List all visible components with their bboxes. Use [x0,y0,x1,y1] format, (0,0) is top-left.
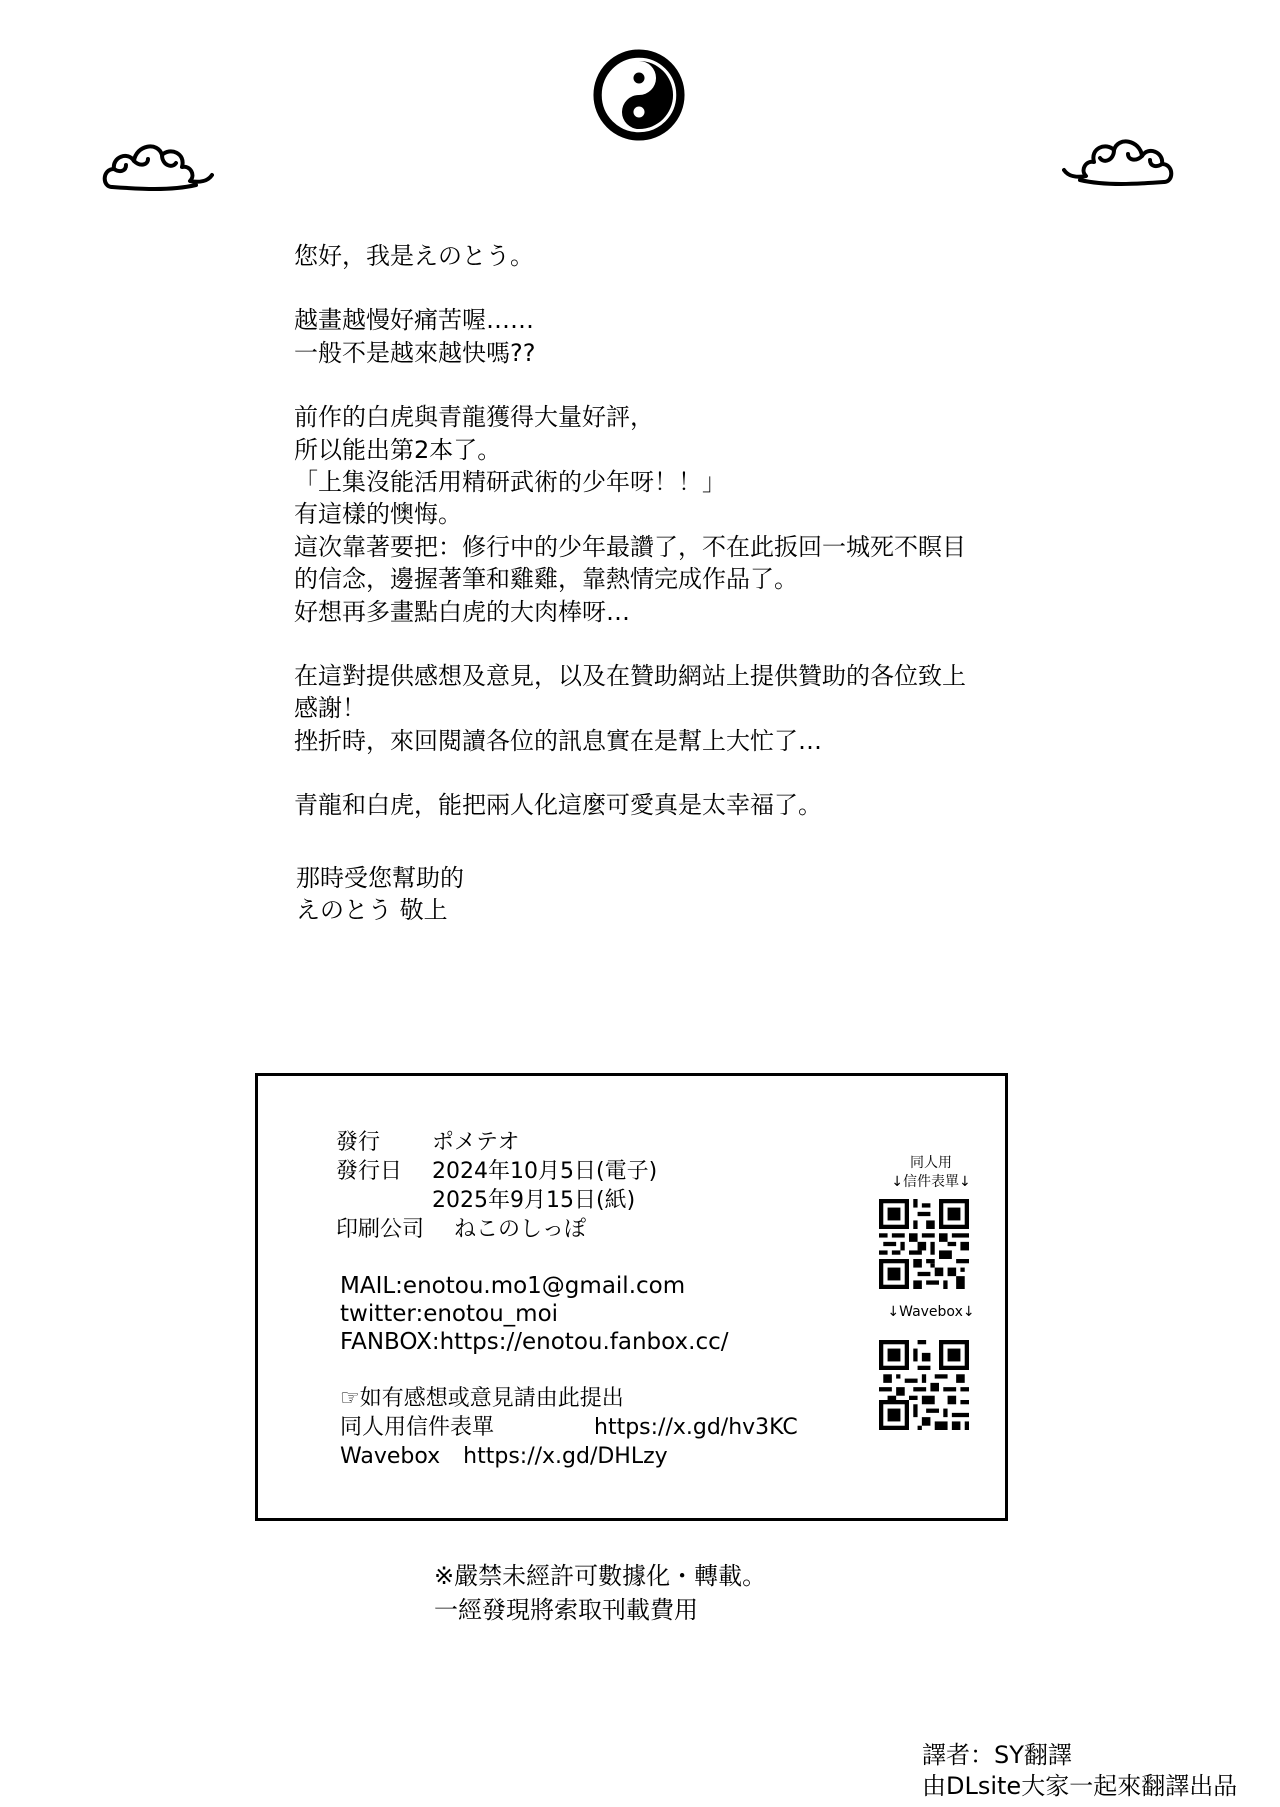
translation-credits [922,1740,1237,1802]
letter-line: 這次靠著要把：修行中的少年最讚了，不在此扳回一城死不瞑目 [294,532,966,561]
yin-yang-icon [593,49,685,141]
qr-code-icon[interactable] [879,1340,969,1430]
notice-line: ※嚴禁未經許可數據化・轉載。 [434,1562,767,1590]
form-url[interactable]: https://x.gd/hv3KC [594,1415,798,1440]
letter-line: 的信念，邊握著筆和雞雞，靠熱情完成作品了。 [294,565,798,594]
qr1-label-bottom: ↓信件表單↓ [891,1174,971,1190]
letter-line: 青龍和白虎，能把兩人化這麼可愛真是太幸福了。 [294,791,822,820]
letter-line: 一般不是越來越快嗎?? [294,338,536,367]
qr2-label: ↓Wavebox↓ [887,1304,975,1320]
credit-line: 譯者：SY翻譯 [922,1741,1072,1769]
form-label: 同人用信件表單 [340,1415,495,1440]
date-paper: 2025年9月15日(紙) [432,1188,636,1213]
letter-line: 越畫越慢好痛苦喔…… [294,306,534,335]
letter-line: 感謝！ [294,694,366,723]
notice-line: 一經發現將索取刊載費用 [434,1596,698,1624]
feedback-info [340,1384,798,1471]
colophon-box [255,1073,1008,1521]
qr-code-icon[interactable] [879,1199,969,1289]
publisher-label: 發行 [336,1130,381,1155]
letter-line: 有這樣的懊悔。 [294,500,462,529]
feedback-prompt: ☞如有感想或意見請由此提出 [340,1386,624,1411]
printer-label: 印刷公司 [336,1217,425,1242]
letter-line: 好想再多畫點白虎的大肉棒呀… [294,597,630,626]
cloud-icon [100,135,214,203]
fanbox-link[interactable]: FANBOX:https://enotou.fanbox.cc/ [340,1329,729,1355]
signature-line: 那時受您幫助的 [296,864,464,892]
mail-address[interactable]: MAIL:enotou.mo1@gmail.com [340,1273,686,1299]
letter-line: 在這對提供感想及意見，以及在贊助網站上提供贊助的各位致上 [294,662,966,691]
copyright-notice [434,1559,766,1627]
letter-line: 所以能出第2本了。 [294,435,502,464]
date-label: 發行日 [336,1159,403,1184]
letter-line: 您好，我是えのとう。 [294,242,534,270]
signature [296,862,464,926]
printer-value: ねこのしっぽ [454,1217,587,1242]
qr1-label-top: 同人用 [910,1155,952,1171]
letter-line: 挫折時，來回閱讀各位的訊息實在是幫上大忙了… [294,726,822,755]
contact-info [340,1272,728,1356]
publisher-value: ポメテオ [432,1130,520,1155]
wavebox-url[interactable]: https://x.gd/DHLzy [463,1444,668,1469]
cloud-icon [1062,130,1176,198]
date-digital: 2024年10月5日(電子) [432,1159,658,1184]
wavebox-label: Wavebox [340,1444,441,1469]
credit-line: 由DLsite大家一起來翻譯出品 [922,1772,1238,1800]
afterword-letter [294,240,1094,822]
twitter-handle[interactable]: twitter:enotou_moi [340,1301,559,1327]
letter-line: 前作的白虎與青龍獲得大量好評， [294,403,654,432]
letter-line: 「上集沒能活用精研武術的少年呀！！」 [294,468,726,497]
signature-line: えのとう 敬上 [296,896,448,924]
